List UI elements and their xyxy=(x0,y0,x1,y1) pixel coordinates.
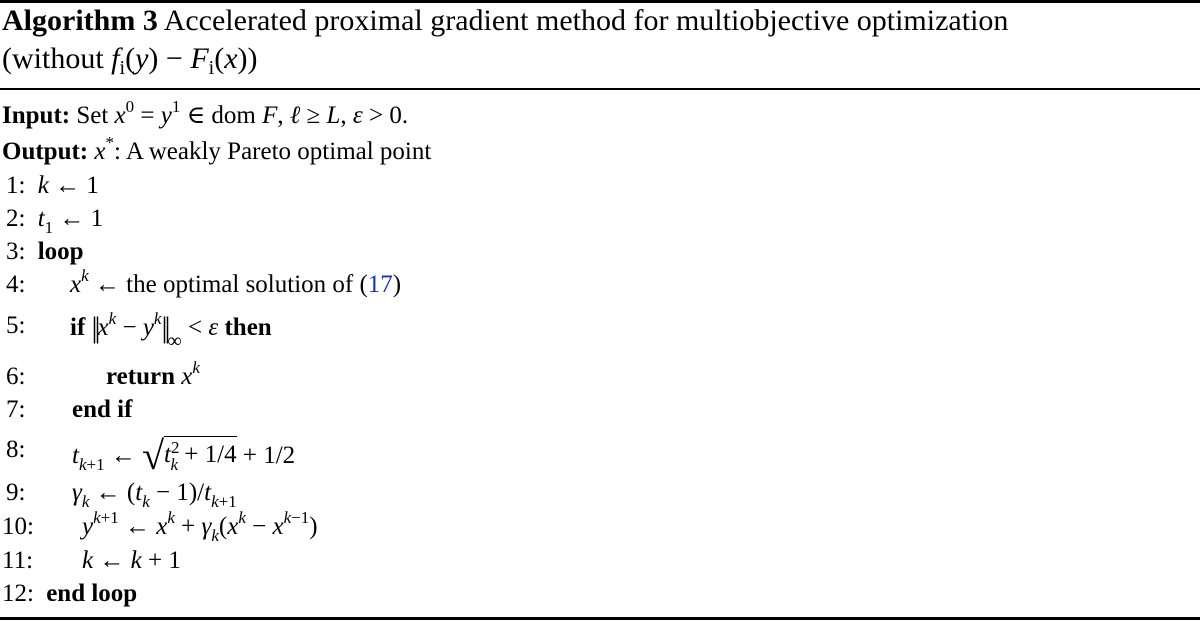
input-line: Input: Set $x^0 = y^1$ ∈ dom F, ℓ ≥ L, ε > 0. xyxy=(2,97,409,129)
step-8: 8: $t_{k+1}$ ← $√t^2_k + 1/4 + 1/2$ xyxy=(6,433,296,478)
algorithm-title-line2: (without $f_i(y) - F_i(x)$) xyxy=(2,42,258,79)
algorithm-title xyxy=(2,2,1198,81)
step-4: 4: $x^k$ ← the optimal solution of (17) xyxy=(6,266,402,298)
square-root: $√t^2_k + 1/4$ xyxy=(142,433,237,478)
step-2: 2: $t_1$ ← 1 xyxy=(6,205,104,237)
step-11: 11: k ← k + 1 xyxy=(2,547,181,574)
equation-ref-link[interactable]: 17 xyxy=(367,271,393,298)
title-rule xyxy=(0,88,1200,90)
output-label: Output: xyxy=(2,138,89,165)
step-10: 10: $y^{k+1}$ ← $x^k + \gamma_k(x^k - x^{k-1})$ xyxy=(2,508,318,545)
step-9: 9: $\gamma_k$ ← $(t_k - 1)/t_{k+1}$ xyxy=(6,479,237,511)
output-line: Output: x*: A weakly Pareto optimal point xyxy=(2,133,432,165)
step-7: 7: end if xyxy=(6,396,133,423)
step-5: 5: if $||x^k - y^k||_\infty < \varepsilon$ then xyxy=(6,309,272,352)
step-1: 1: k ← 1 xyxy=(6,172,99,199)
step-12: 12: end loop xyxy=(2,580,138,607)
bottom-rule xyxy=(0,617,1200,620)
algorithm-title-line1: Accelerated proximal gradient method for multiobjective optimization xyxy=(163,4,1009,37)
input-label: Input: xyxy=(2,102,71,129)
step-3: 3: loop xyxy=(6,238,84,265)
step-6: 6: return $x^k$ xyxy=(6,358,200,390)
algorithm-label: Algorithm 3 xyxy=(2,4,158,37)
